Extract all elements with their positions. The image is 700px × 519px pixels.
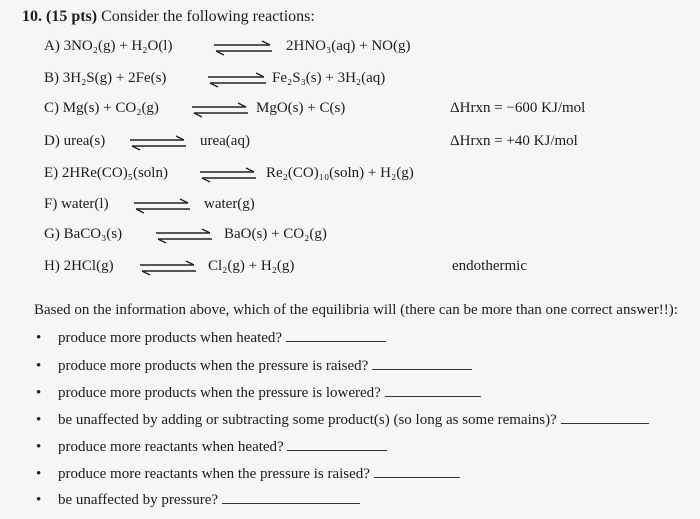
reaction-reactants: 3H₂S(g) + 2Fe(s) <box>62 70 167 86</box>
reaction-g <box>44 226 122 243</box>
bullet-icon: • <box>36 466 42 482</box>
answer-blank[interactable] <box>287 449 387 451</box>
reaction-f <box>44 196 109 213</box>
equilibrium-arrow-icon <box>128 135 188 151</box>
reaction-b-products: Fe₂S₃(s) + 3H₂(aq) <box>272 70 386 86</box>
reaction-h <box>44 258 114 275</box>
reaction-label: A) <box>44 38 60 54</box>
answer-blank[interactable] <box>286 340 386 342</box>
reaction-reactants: urea(s) <box>63 133 106 149</box>
question-item <box>58 385 481 402</box>
reaction-reactants: water(l) <box>61 196 109 212</box>
question-prompt: Based on the information above, which of the equilibria will (there can be more than one correct answer!!): <box>34 302 678 318</box>
reaction-c-products: MgO(s) + C(s) <box>256 100 346 116</box>
bullet-icon: • <box>36 492 42 508</box>
reaction-b <box>44 70 166 87</box>
answer-blank[interactable] <box>561 422 649 424</box>
answer-blank[interactable] <box>372 368 472 370</box>
question-text: produce more products when the pressure is lowered? <box>58 385 381 401</box>
equilibrium-arrow-icon <box>132 198 192 214</box>
reaction-label: F) <box>44 196 58 212</box>
reaction-reactants: 2HRe(CO)₅(soln) <box>61 165 168 181</box>
question-text: produce more reactants when the pressure is raised? <box>58 466 370 482</box>
reaction-a-products: 2HNO₃(aq) + NO(g) <box>286 38 411 54</box>
bullet-icon: • <box>36 358 42 374</box>
reaction-d-enthalpy: ΔHrxn = +40 KJ/mol <box>450 133 578 149</box>
question-number: 10. (15 pts) <box>22 8 98 25</box>
question-text: be unaffected by pressure? <box>58 492 219 508</box>
reaction-reactants: BaCO₃(s) <box>63 226 123 242</box>
question-title <box>22 8 315 26</box>
reaction-reactants: Mg(s) + CO₂(g) <box>62 100 159 116</box>
question-text: be unaffected by adding or subtracting some product(s) (so long as some remains)? <box>58 412 557 428</box>
equilibrium-arrow-icon <box>206 72 268 88</box>
reaction-e-products: Re₂(CO)₁₀(soln) + H₂(g) <box>266 165 414 181</box>
reaction-d-products: urea(aq) <box>200 133 250 149</box>
equilibrium-arrow-icon <box>212 40 274 56</box>
question-item <box>58 492 360 509</box>
question-item <box>58 330 386 347</box>
reaction-label: H) <box>44 258 60 274</box>
reaction-a <box>44 38 172 55</box>
reaction-label: G) <box>44 226 60 242</box>
equilibrium-arrow-icon <box>198 167 258 183</box>
bullet-icon: • <box>36 439 42 455</box>
reaction-c-enthalpy: ΔHrxn = −600 KJ/mol <box>450 100 586 116</box>
reaction-reactants: 2HCl(g) <box>63 258 114 274</box>
answer-blank[interactable] <box>385 395 481 397</box>
reaction-h-note: endothermic <box>452 258 527 274</box>
answer-blank[interactable] <box>374 476 460 478</box>
question-item <box>58 358 472 375</box>
question-text: produce more products when heated? <box>58 330 283 346</box>
question-item <box>58 439 387 456</box>
reaction-h-products: Cl₂(g) + H₂(g) <box>208 258 295 274</box>
question-text: produce more products when the pressure is raised? <box>58 358 369 374</box>
reaction-f-products: water(g) <box>204 196 255 212</box>
reaction-c <box>44 100 159 117</box>
reaction-label: D) <box>44 133 60 149</box>
bullet-icon: • <box>36 385 42 401</box>
bullet-icon: • <box>36 330 42 346</box>
reaction-label: C) <box>44 100 59 116</box>
reaction-d <box>44 133 105 150</box>
bullet-icon: • <box>36 412 42 428</box>
equilibrium-arrow-icon <box>138 260 198 276</box>
reaction-label: E) <box>44 165 59 181</box>
question-intro: Consider the following reactions: <box>101 8 315 25</box>
question-text: produce more reactants when heated? <box>58 439 284 455</box>
answer-blank[interactable] <box>222 502 360 504</box>
reaction-g-products: BaO(s) + CO₂(g) <box>224 226 327 242</box>
question-item <box>58 412 649 429</box>
reaction-e <box>44 165 168 182</box>
equilibrium-arrow-icon <box>154 228 214 244</box>
question-item <box>58 466 460 483</box>
reaction-reactants: 3NO₂(g) + H₂O(l) <box>63 38 173 54</box>
reaction-label: B) <box>44 70 59 86</box>
equilibrium-arrow-icon <box>190 102 250 118</box>
